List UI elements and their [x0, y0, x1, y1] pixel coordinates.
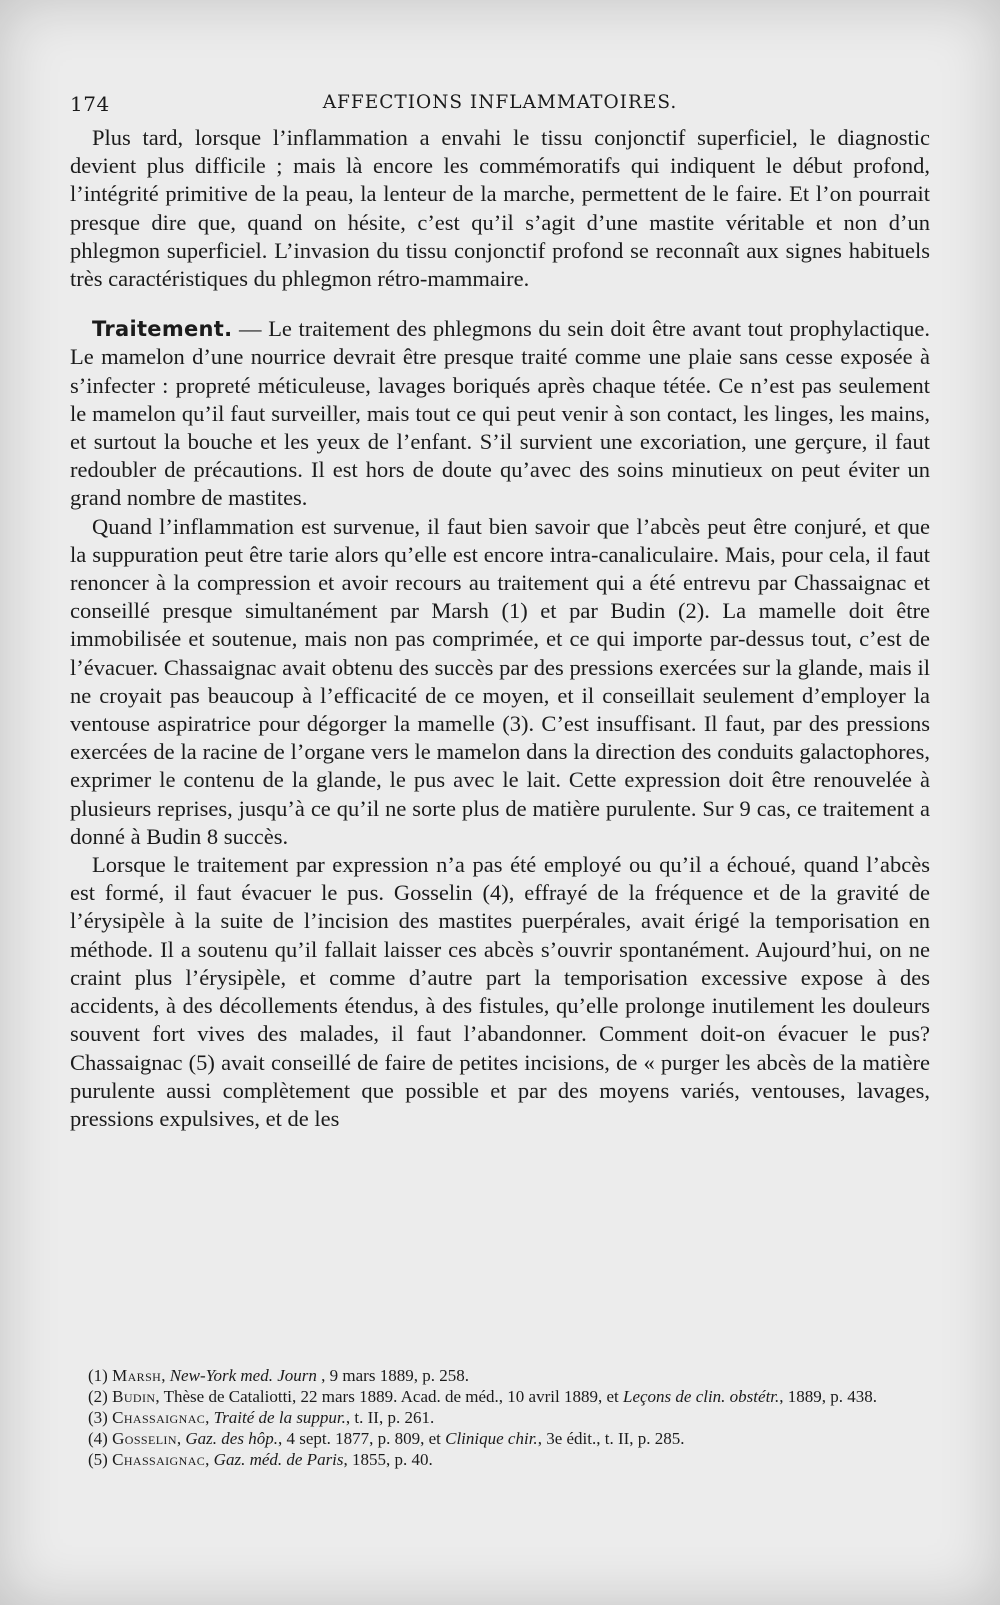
paragraph-4-text-b: , effrayé de la fréquence et de la gravité de l’érysipèle à la suite de l’incision des mastites puerpérales, avait érigé la temporisation en méthode. Il a soutenu qu’il fallait laisser ces abcès s’ouvrir spontanément. Aujourd’hui, on ne craint plus l’érysipèle, et comme d’autre part la temporisation excessive expose à des accidents, à des décollements étendus, à des fistules, qu’elle prolonge inutilement les douleurs souvent fort vives des malades, il faut l’abandonner. Comment doit-on évacuer le pus? Chassaignac: [70, 880, 930, 1075]
footnote-details: , 1889, p. 438.: [779, 1387, 878, 1406]
footnote-4: (4) Gosselin, Gaz. des hôp., 4 sept. 1877, p. 809, et Clinique chir., 3e édit., t. II, p. 285.: [88, 1429, 685, 1448]
footnote-details: , 3e édit., t. II, p. 285.: [537, 1429, 685, 1448]
paragraph-4: [70, 851, 930, 1133]
footnote-3: (3) Chassaignac, Traité de la suppur., t. II, p. 261.: [88, 1408, 435, 1427]
body-text: [70, 124, 930, 1133]
footnote-title: Clinique chir.: [445, 1429, 538, 1448]
footnote-1: (1) Marsh, New-York med. Journ , 9 mars 1889, p. 258.: [88, 1366, 469, 1385]
footnote-ref-4: (4): [482, 880, 509, 906]
footnote-ref-5: (5): [188, 1049, 215, 1075]
paragraph-1: [70, 124, 930, 293]
running-title: AFFECTIONS INFLAMMATOIRES.: [322, 92, 678, 113]
footnote-title: Leçons de clin. obstétr.: [622, 1387, 780, 1406]
footnote-title: Traité de la suppur.: [213, 1408, 346, 1427]
footnote-author: Gosselin: [112, 1429, 177, 1448]
footnote-ref-1: (1): [501, 598, 528, 624]
paragraph-1-text: Plus tard, lorsque l’inflammation a envahi le tissu conjonctif superficiel, le diagnostic devient plus difficile ; mais là encore les commémoratifs qui indiquent le début profond, l’intégrité primitive de la peau, la lenteur de la marche, permettent de le faire. Et l’on pourrait presque dire que, quand on hésite, c’est qu’il s’agit d’une mastite véritable et non d’un phlegmon superficiel. L’invasion du tissu conjonctif profond se reconnaît aux signes habituels très caractéristiques du phlegmon rétro-mammaire.: [70, 125, 930, 292]
page-number: 174: [70, 92, 110, 116]
paragraph-4-text-a: Lorsque le traitement par expression n’a pas été employé ou qu’il a échoué, quand l’abcès est formé, il faut évacuer le pus. Gosselin: [70, 852, 930, 906]
footnote-marker: (2): [88, 1387, 108, 1406]
paragraph-2-text: — Le traitement des phlegmons du sein doit être avant tout prophylactique. Le mamelon d’une nourrice devrait être presque traité comme une plaie sans cesse exposée à s’infecter : propreté méticuleuse, lavages boriqués après chaque tétée. Ce n’est pas seulement le mamelon qu’il faut surveiller, mais tout ce qui peut venir à son contact, les linges, les mains, et surtout la bouche et les yeux de l’enfant. S’il survient une excoriation, une gerçure, il faut redoubler de précautions. Il est hors de doute qu’avec des soins minutieux on peut éviter un grand nombre de mastites.: [70, 316, 930, 511]
footnotes: [78, 1365, 928, 1470]
footnote-details: , t. II, p. 261.: [345, 1408, 435, 1427]
footnote-author: Budin: [112, 1387, 156, 1406]
paragraph-3-text-c: . La mamelle doit être immobilisée et soutenue, mais non pas comprimée, et ce qui importe par-dessus tout, c’est de l’évacuer. Chassaignac avait obtenu des succès par des pressions exercées sur la glande, mais il ne croyait pas beaucoup à l’efficacité de ce moyen, et il conseillait seulement d’employer la ventouse aspiratrice pour dégorger la mamelle: [70, 598, 930, 737]
footnote-title: Gaz. des hôp.: [185, 1429, 278, 1448]
paragraph-treatment: [70, 315, 930, 512]
footnote-author: Chassaignac: [112, 1408, 206, 1427]
paragraph-4-text-c: avait conseillé de faire de petites incisions, de « purger les abcès de la matière purulente aussi complètement que possible et par des moyens variés, ventouses, lavages, pressions expulsives, et de les: [70, 1049, 931, 1131]
footnote-ref-2: (2): [677, 598, 705, 624]
footnote-details: , 4 sept. 1877, p. 809, et: [277, 1429, 446, 1448]
footnote-marker: (3): [88, 1408, 108, 1427]
footnote-title: Gaz. méd. de Paris: [213, 1450, 344, 1469]
footnote-marker: (4): [88, 1429, 108, 1448]
footnote-ref-3: (3): [502, 711, 529, 737]
footnote-details: , 1855, p. 40.: [343, 1450, 433, 1469]
paragraph-3: [70, 513, 930, 851]
footnote-author: Marsh: [112, 1366, 162, 1385]
running-head: [70, 92, 930, 118]
footnote-2: [78, 1386, 928, 1407]
footnote-details: , Thèse de Cataliotti, 22 mars 1889. Acad. de méd., 10 avril 1889, et: [155, 1387, 623, 1406]
section-heading: Traitement.: [92, 317, 233, 342]
footnote-marker: (1): [88, 1366, 108, 1385]
footnote-details: , 9 mars 1889, p. 258.: [316, 1366, 469, 1385]
paragraph-3-text-a: Quand l’inflammation est survenue, il faut bien savoir que l’abcès peut être conjuré, et que la suppuration peut être tarie alors qu’elle est encore intra-canaliculaire. Mais, pour cela, il faut renoncer à la compression et avoir recours au traitement qui a été entrevu par Chassaignac et conseillé presque simultanément par Marsh: [70, 513, 930, 624]
footnote-marker: (5): [88, 1450, 108, 1469]
footnote-title: New-York med. Journ: [169, 1366, 317, 1385]
footnote-5: (5) Chassaignac, Gaz. méd. de Paris, 1855, p. 40.: [88, 1450, 433, 1469]
paragraph-3-text-b: et par Budin: [527, 598, 678, 624]
footnote-author: Chassaignac: [112, 1450, 206, 1469]
paragraph-3-text-d: . C’est insuffisant. Il faut, par des pressions exercées de la racine de l’organe vers le mamelon dans la direction des conduits galactophores, exprimer le contenu de la glande, le pus avec le lait. Cette expression doit être renouvelée à plusieurs reprises, jusqu’à ce qu’il ne sorte plus de matière purulente. Sur 9 cas, ce traitement a donné à Budin 8 succès.: [70, 711, 930, 849]
